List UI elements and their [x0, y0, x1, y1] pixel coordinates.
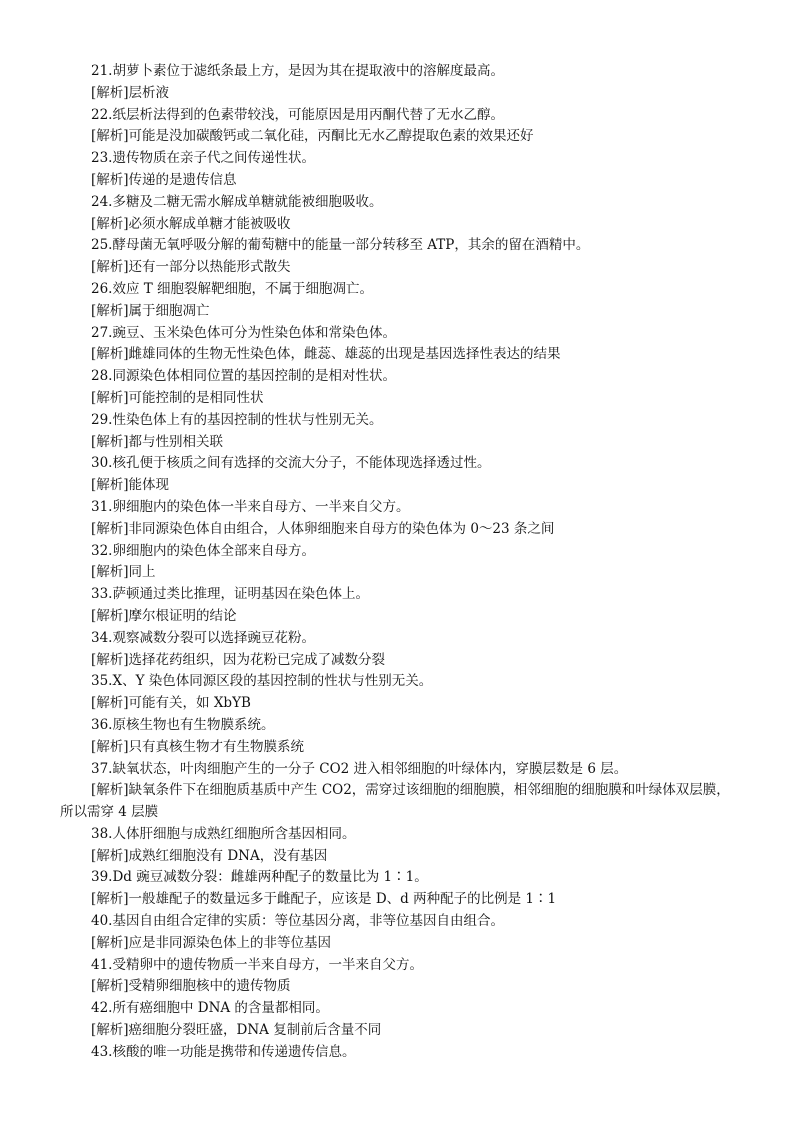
- question-line: 24.多糖及二糖无需水解成单糖就能被细胞吸收。: [91, 193, 383, 210]
- analysis-line: [解析]选择花药组织，因为花粉已完成了减数分裂: [91, 651, 386, 668]
- question-line: 35.X、Y 染色体同源区段的基因控制的性状与性别无关。: [91, 673, 433, 690]
- question-line: 33.萨顿通过类比推理，证明基因在染色体上。: [91, 586, 369, 603]
- question-line: 29.性染色体上有的基因控制的性状与性别无关。: [91, 411, 383, 428]
- question-line: 34.观察减数分裂可以选择豌豆花粉。: [91, 629, 315, 646]
- question-line: 32.卵细胞内的染色体全部来自母方。: [91, 542, 315, 559]
- analysis-line: [解析]摩尔根证明的结论: [91, 607, 237, 624]
- document-body: [60, 61, 734, 1064]
- question-line: 36.原核生物也有生物膜系统。: [91, 716, 275, 733]
- analysis-line: [解析]癌细胞分裂旺盛，DNA 复制前后含量不同: [91, 1022, 382, 1039]
- analysis-line: [解析]传递的是遗传信息: [91, 171, 237, 188]
- question-line: 28.同源染色体相同位置的基因控制的是相对性状。: [91, 368, 396, 385]
- question-line: 27.豌豆、玉米染色体可分为性染色体和常染色体。: [91, 324, 396, 341]
- question-line: 25.酵母菌无氧呼吸分解的葡萄糖中的能量一部分转移至 ATP，其余的留在酒精中。: [91, 237, 590, 254]
- analysis-line: [解析]只有真核生物才有生物膜系统: [91, 738, 305, 755]
- question-line: 42.所有癌细胞中 DNA 的含量都相同。: [91, 1000, 329, 1017]
- analysis-line: [解析]受精卵细胞核中的遗传物质: [91, 978, 291, 995]
- question-line: 23.遗传物质在亲子代之间传递性状。: [91, 150, 315, 167]
- analysis-line: [解析]同上: [91, 564, 156, 581]
- analysis-line: [解析]还有一部分以热能形式散失: [91, 259, 291, 276]
- analysis-line: [解析]能体现: [91, 477, 170, 494]
- analysis-line: [解析]一般雄配子的数量远多于雌配子，应该是 D、d 两种配子的比例是 1∶1: [91, 891, 557, 908]
- question-line: 26.效应 T 细胞裂解靶细胞，不属于细胞凋亡。: [91, 280, 374, 297]
- question-line: 22.纸层析法得到的色素带较浅，可能原因是用丙酮代替了无水乙醇。: [91, 106, 504, 123]
- question-line: 31.卵细胞内的染色体一半来自母方、一半来自父方。: [91, 498, 410, 515]
- analysis-line: [解析]成熟红细胞没有 DNA，没有基因: [91, 847, 328, 864]
- analysis-line: [解析]缺氧条件下在细胞质基质中产生 CO2，需穿过该细胞的细胞膜，相邻细胞的细胞膜和叶绿体双层膜，所以需穿 4 层膜: [60, 782, 730, 821]
- question-line: 30.核孔便于核质之间有选择的交流大分子，不能体现选择透过性。: [91, 455, 491, 472]
- analysis-line: [解析]必须水解成单糖才能被吸收: [91, 215, 291, 232]
- analysis-line: [解析]可能是没加碳酸钙或二氧化硅，丙酮比无水乙醇提取色素的效果还好: [91, 128, 534, 145]
- question-line: 43.核酸的唯一功能是携带和传递遗传信息。: [91, 1043, 356, 1060]
- analysis-line: [解析]属于细胞凋亡: [91, 302, 210, 319]
- analysis-line: [解析]层析液: [91, 84, 170, 101]
- analysis-line: [解析]可能控制的是相同性状: [91, 389, 264, 406]
- question-line: 41.受精卵中的遗传物质一半来自母方，一半来自父方。: [91, 956, 423, 973]
- question-line: 21.胡萝卜素位于滤纸条最上方，是因为其在提取液中的溶解度最高。: [91, 63, 504, 79]
- question-line: 37.缺氧状态，叶肉细胞产生的一分子 CO2 进入相邻细胞的叶绿体内，穿膜层数是 6 层。: [91, 760, 628, 777]
- question-line: 39.Dd 豌豆减数分裂：雌雄两种配子的数量比为 1∶1。: [91, 869, 428, 886]
- analysis-line: [解析]非同源染色体自由组合，人体卵细胞来自母方的染色体为 0～23 条之间: [91, 520, 555, 537]
- analysis-line: [解析]应是非同源染色体上的非等位基因: [91, 934, 332, 951]
- question-line: 40.基因自由组合定律的实质：等位基因分离，非等位基因自由组合。: [91, 913, 504, 930]
- analysis-line: [解析]可能有关，如 XbYB: [91, 695, 251, 712]
- analysis-line: [解析]雌雄同体的生物无性染色体，雌蕊、雄蕊的出现是基因选择性表达的结果: [91, 346, 561, 363]
- question-line: 38.人体肝细胞与成熟红细胞所含基因相同。: [91, 825, 356, 842]
- analysis-line: [解析]都与性别相关联: [91, 433, 224, 450]
